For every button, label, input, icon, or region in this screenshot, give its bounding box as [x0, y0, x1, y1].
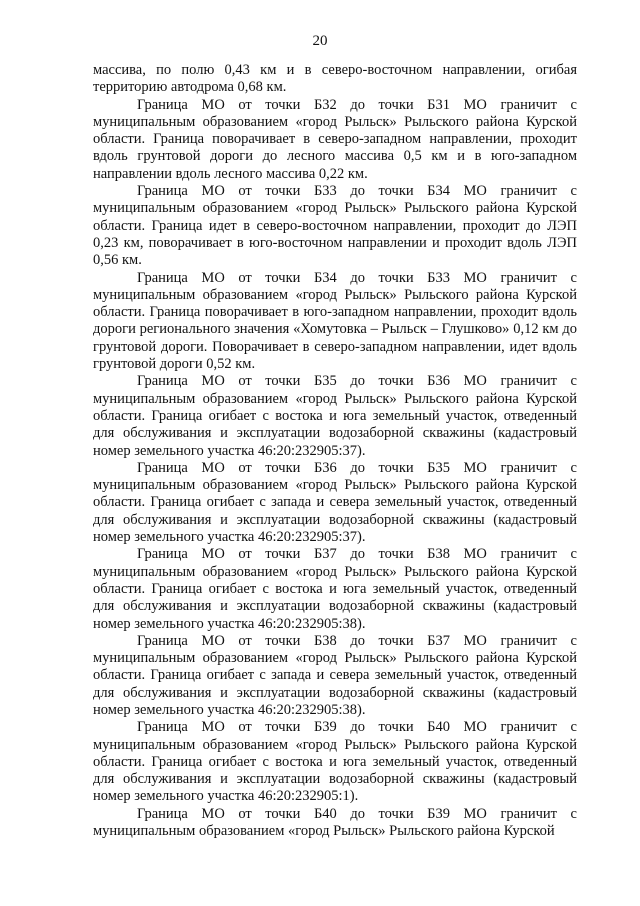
paragraph-b35-b36: Граница МО от точки Б35 до точки Б36 МО граничит с муниципальным образованием «город Рыльск» Рыльского района Курской области. Граница огибает с востока и юга земельный участок, отведенный для обслуживания и эксплуатации водозаборной скважины (кадастровый номер земельного участка 46:20:232905:37).: [93, 373, 577, 459]
paragraph-b33-b34: Граница МО от точки Б33 до точки Б34 МО граничит с муниципальным образованием «город Рыльск» Рыльского района Курской области. Граница идет в северо-восточном направлении, проходит до ЛЭП 0,23 км, поворачивает в юго-восточном направлении и проходит вдоль ЛЭП 0,56 км.: [93, 183, 577, 269]
paragraph-b36-b35: Граница МО от точки Б36 до точки Б35 МО граничит с муниципальным образованием «город Рыльск» Рыльского района Курской области. Граница огибает с запада и севера земельный участок, отведенный для обслуживания и эксплуатации водозаборной скважины (кадастровый номер земельного участка 46:20:232905:37).: [93, 459, 577, 546]
paragraph-continuation: массива, по полю 0,43 км и в северо-восточном направлении, огибая территорию автодрома 0,68 км.: [93, 62, 577, 96]
paragraph-b34-b33: Граница МО от точки Б34 до точки Б33 МО граничит с муниципальным образованием «город Рыльск» Рыльского района Курской области. Граница поворачивает в юго-западном направлении, проходит вдоль дороги регионального значения «Хомутовка – Рыльск – Глушково» 0,12 км до грунтовой дороги. Поворачивает в северо-западном направлении, идет вдоль грунтовой дороги 0,52 км.: [93, 269, 577, 373]
paragraph-b40-b39: Граница МО от точки Б40 до точки Б39 МО граничит с муниципальным образованием «город Рыльск» Рыльского района Курской: [93, 805, 577, 840]
paragraph-b38-b37: Граница МО от точки Б38 до точки Б37 МО граничит с муниципальным образованием «город Рыльск» Рыльского района Курской области. Граница огибает с запада и севера земельный участок, отведенный для обслуживания и эксплуатации водозаборной скважины (кадастровый номер земельного участка 46:20:232905:38).: [93, 632, 577, 718]
page-number: 20: [312, 33, 328, 49]
paragraph-b37-b38: Граница МО от точки Б37 до точки Б38 МО граничит с муниципальным образованием «город Рыльск» Рыльского района Курской области. Граница огибает с востока и юга земельный участок, отведенный для обслуживания и эксплуатации водозаборной скважины (кадастровый номер земельного участка 46:20:232905:38).: [93, 546, 577, 632]
document-body: [93, 62, 577, 840]
paragraph-b39-b40: Граница МО от точки Б39 до точки Б40 МО граничит с муниципальным образованием «город Рыльск» Рыльского района Курской области. Граница огибает с востока и юга земельный участок, отведенный для обслуживания и эксплуатации водозаборной скважины (кадастровый номер земельного участка 46:20:232905:1).: [93, 719, 577, 805]
paragraph-b32-b31: Граница МО от точки Б32 до точки Б31 МО граничит с муниципальным образованием «город Рыльск» Рыльского района Курской области. Граница поворачивает в северо-западном направлении, проходит вдоль грунтовой дороги до лесного массива 0,5 км и в юго-западном направлении вдоль лесного массива 0,22 км.: [93, 96, 577, 182]
